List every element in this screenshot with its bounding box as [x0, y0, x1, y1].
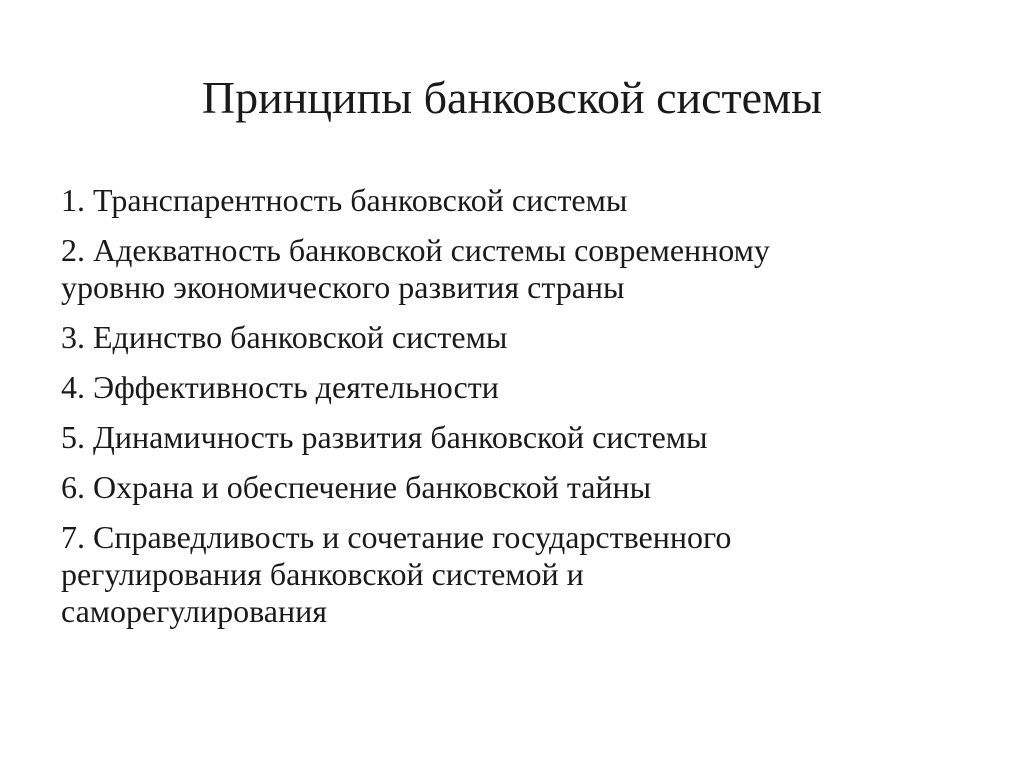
principle-item: 5. Динамичность развития банковской системы: [61, 419, 708, 455]
principles-list: [61, 182, 961, 643]
principle-item: 3. Единство банковской системы: [61, 319, 508, 355]
slide-title: Принципы банковской системы: [201, 72, 823, 123]
principle-item: 4. Эффективность деятельности: [61, 369, 499, 405]
principle-item: 2. Адекватность банковской системы современному уровню экономического развития страны: [61, 232, 770, 305]
principle-item: 6. Охрана и обеспечение банковской тайны: [61, 469, 652, 505]
principle-item: 7. Справедливость и сочетание государственного регулирования банковской системой и саморегулирования: [61, 519, 732, 629]
principle-item: 1. Транспарентность банковской системы: [61, 182, 628, 218]
